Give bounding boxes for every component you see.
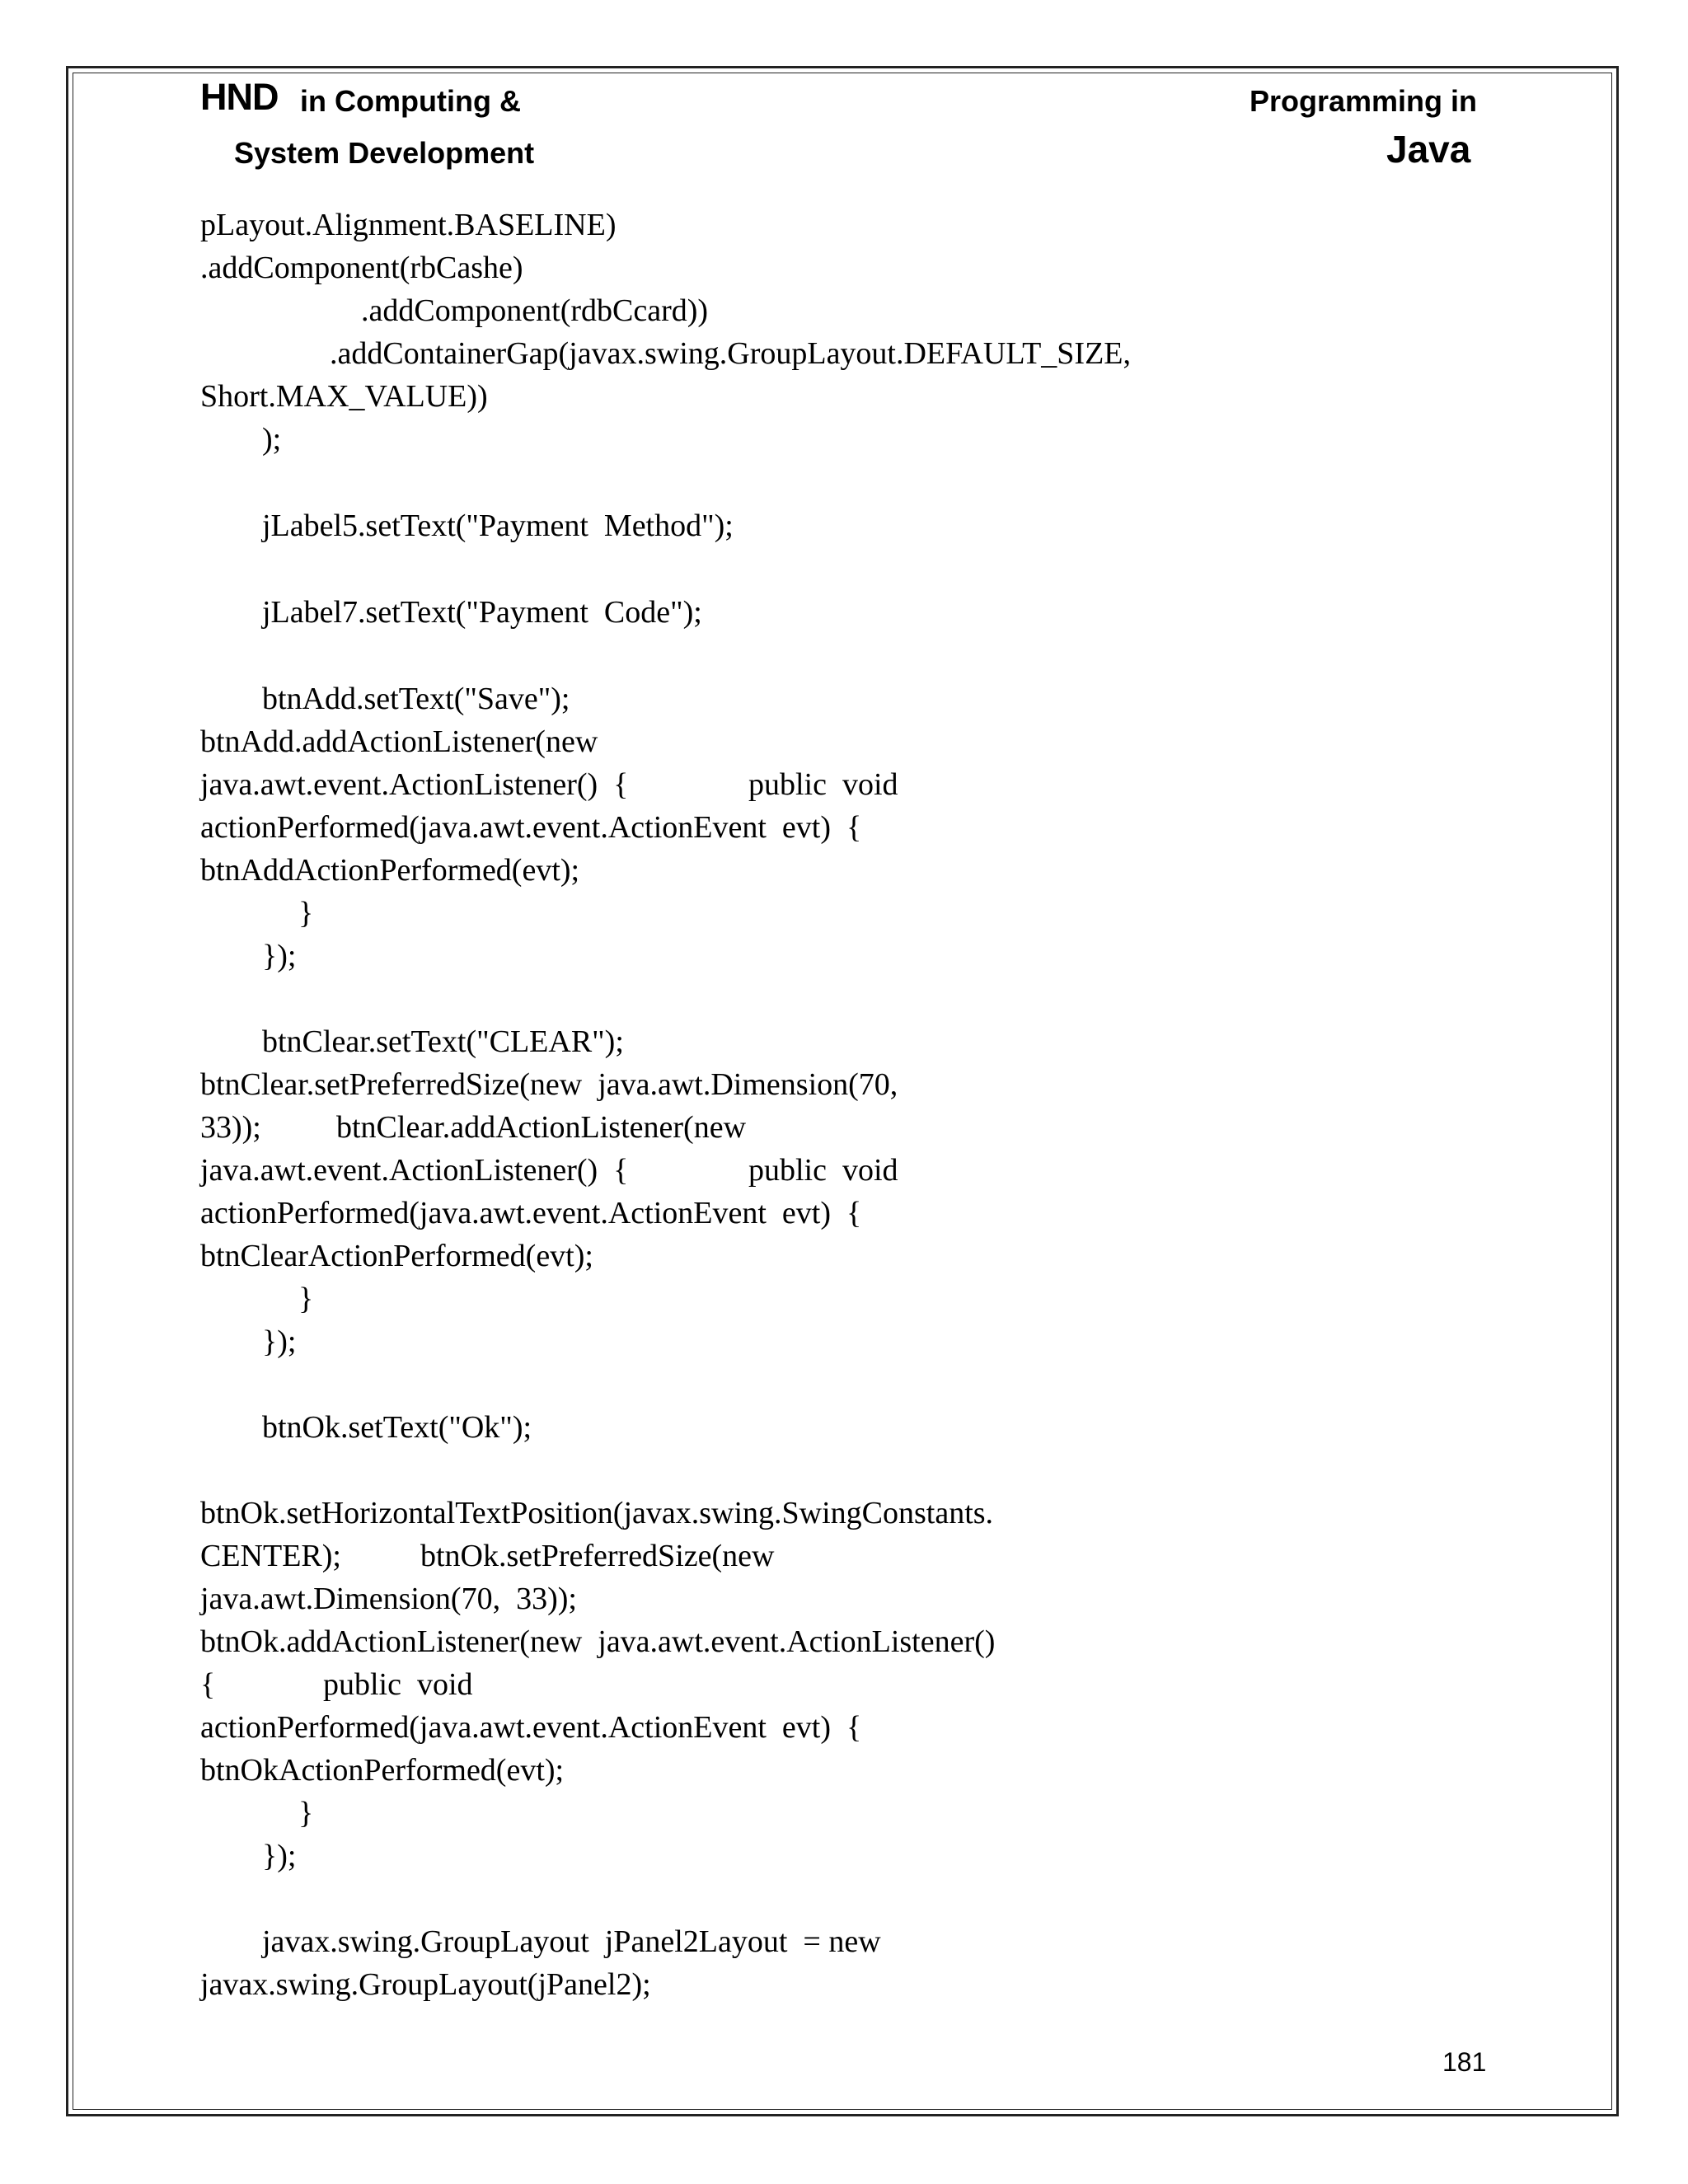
code-line: }); bbox=[262, 1324, 297, 1359]
code-line: btnOk.addActionListener(new java.awt.event.ActionListener() bbox=[200, 1624, 996, 1659]
code-line: pLayout.Alignment.BASELINE) bbox=[200, 208, 617, 242]
code-line: ); bbox=[262, 422, 282, 457]
code-line: .addComponent(rbCashe) bbox=[200, 251, 523, 285]
code-line: btnAdd.addActionListener(new bbox=[200, 724, 598, 759]
code-line: btnClear.setPreferredSize(new java.awt.Dimension(70, bbox=[200, 1067, 898, 1102]
code-line: btnAdd.setText("Save"); bbox=[262, 682, 570, 716]
header-course-line1: in Computing & bbox=[300, 84, 521, 118]
code-line: java.awt.event.ActionListener() { bbox=[200, 767, 629, 802]
code-line: } bbox=[298, 896, 314, 930]
code-line: }); bbox=[262, 1839, 297, 1873]
code-line: public void bbox=[323, 1667, 473, 1702]
code-line: actionPerformed(java.awt.event.ActionEvent evt) { bbox=[200, 1710, 862, 1745]
code-line: java.awt.event.ActionListener() { bbox=[200, 1153, 629, 1188]
code-line: btnOk.setPreferredSize(new bbox=[420, 1539, 775, 1573]
code-line: }); bbox=[262, 939, 297, 973]
code-line: Short.MAX_VALUE)) bbox=[200, 379, 488, 414]
code-line: btnAddActionPerformed(evt); bbox=[200, 853, 580, 888]
header-hnd: HND bbox=[200, 76, 279, 118]
code-line: 33)); bbox=[200, 1110, 261, 1145]
code-line: btnOkActionPerformed(evt); bbox=[200, 1753, 565, 1788]
code-line: { bbox=[200, 1667, 216, 1702]
code-line: CENTER); bbox=[200, 1539, 341, 1573]
code-line: actionPerformed(java.awt.event.ActionEvent evt) { bbox=[200, 810, 862, 845]
code-line: javax.swing.GroupLayout(jPanel2); bbox=[200, 1967, 651, 2002]
code-line: java.awt.Dimension(70, 33)); bbox=[200, 1582, 577, 1616]
code-line: actionPerformed(java.awt.event.ActionEvent evt) { bbox=[200, 1196, 862, 1230]
code-line: btnOk.setHorizontalTextPosition(javax.swing.SwingConstants. bbox=[200, 1496, 994, 1530]
header-subject-line1: Programming in bbox=[1250, 84, 1478, 118]
code-line: javax.swing.GroupLayout jPanel2Layout = new bbox=[262, 1924, 881, 1959]
code-line: } bbox=[298, 1282, 314, 1316]
code-line: btnClear.setText("CLEAR"); bbox=[262, 1024, 624, 1059]
code-line: jLabel5.setText("Payment Method"); bbox=[262, 509, 734, 543]
page-number: 181 bbox=[1442, 2047, 1487, 2077]
code-line: .addComponent(rdbCcard)) bbox=[361, 293, 709, 328]
header-course-line2: System Development bbox=[234, 136, 535, 170]
code-line: btnClearActionPerformed(evt); bbox=[200, 1239, 593, 1273]
code-line: .addContainerGap(javax.swing.GroupLayout.DEFAULT_SIZE, bbox=[330, 336, 1131, 371]
code-line: jLabel7.setText("Payment Code"); bbox=[262, 595, 702, 630]
code-line: } bbox=[298, 1796, 314, 1830]
header-subject-line2: Java bbox=[1386, 128, 1471, 171]
code-line: public void bbox=[748, 767, 898, 802]
code-line: public void bbox=[748, 1153, 898, 1188]
code-line: btnClear.addActionListener(new bbox=[336, 1110, 747, 1145]
code-line: btnOk.setText("Ok"); bbox=[262, 1410, 532, 1445]
